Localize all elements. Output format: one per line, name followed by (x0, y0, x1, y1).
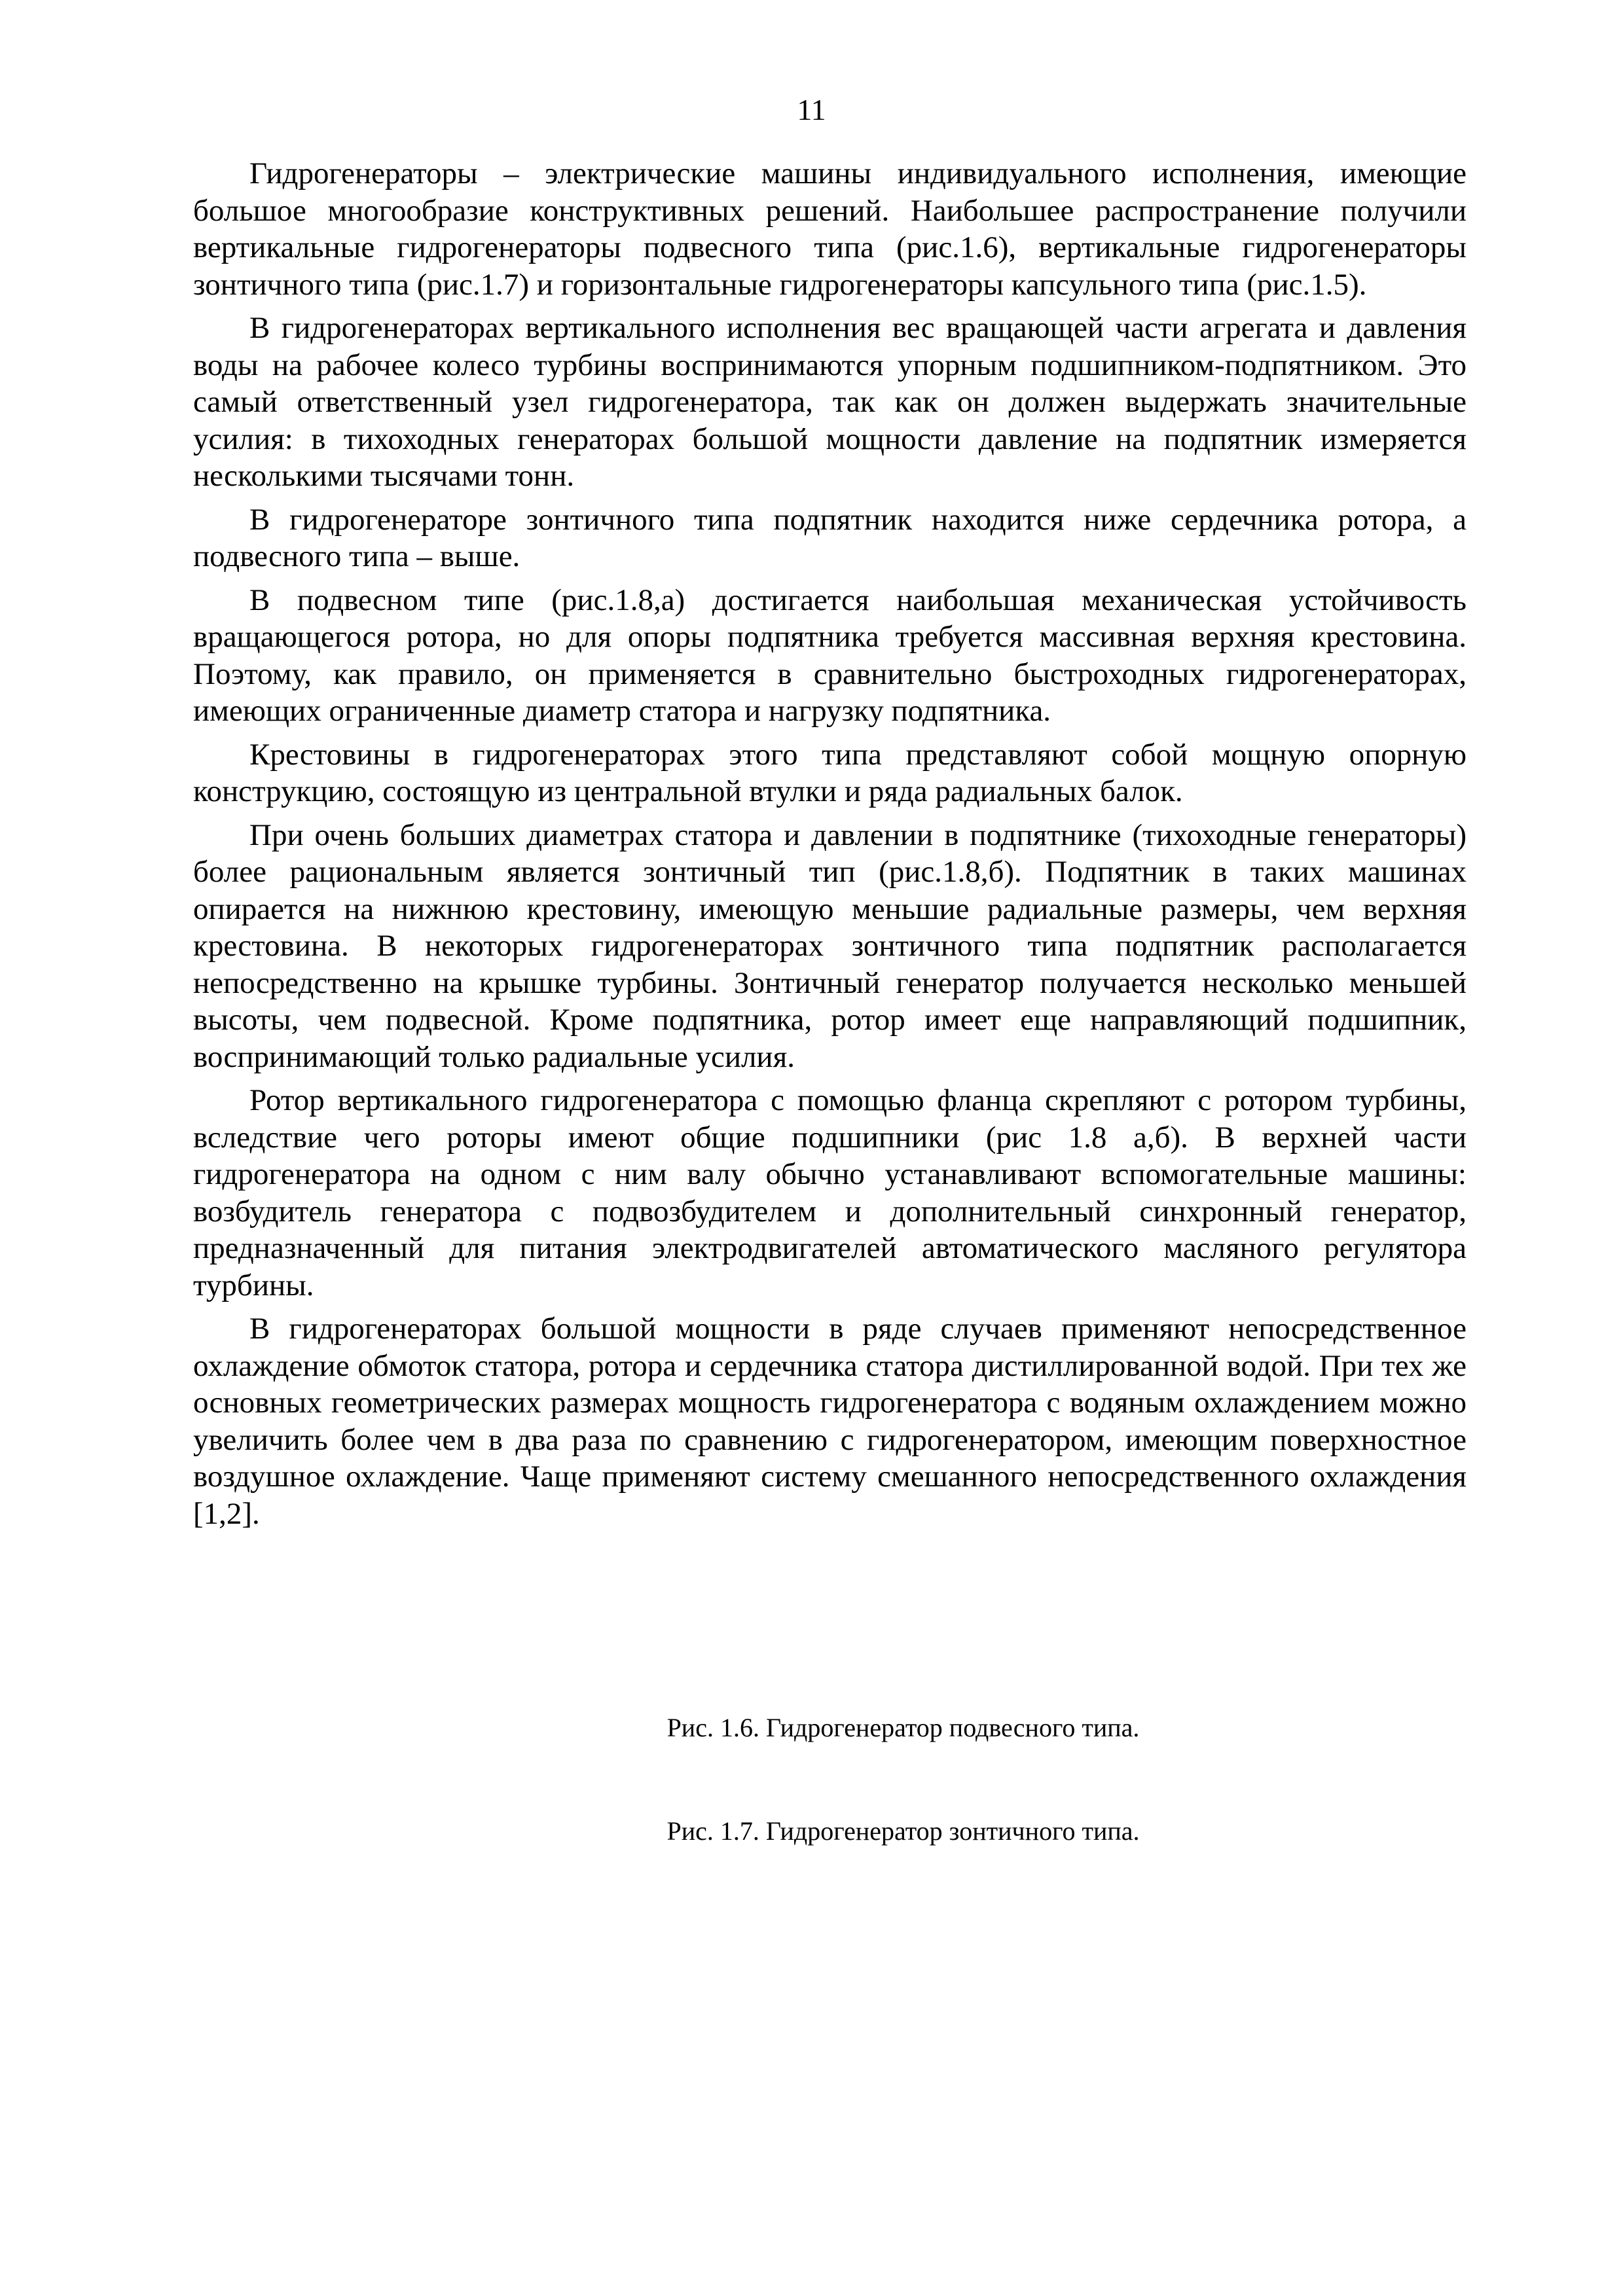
body-text (193, 155, 1467, 1539)
figure-caption-1-7: Рис. 1.7. Гидрогенератор зонтичного типа. (666, 1816, 1140, 1846)
paragraph-crosspieces: Крестовины в гидрогенераторах этого типа представляют собой мощную опорную конструкцию, состоящую из центральной втулки и ряда радиальных балок. (193, 737, 1467, 808)
paragraph-water-cooling: В гидрогенераторах большой мощности в ряде случаев применяют непосредственное охлаждение обмоток статора, ротора и сердечника статора дистиллированной водой. При тех же основных геометрических размерах мощность гидрогенератора с водяным охлаждением можно увеличить более чем в два раза по сравнению с гидрогенератором, имеющим поверхностное воздушное охлаждение. Чаще применяют систему смешанного непосредственного охлаждения [1,2]. (193, 1312, 1467, 1531)
paragraph-suspended-type: В подвесном типе (рис.1.8,а) достигается наибольшая механическая устойчивость вращающегося ротора, но для опоры подпятника требуется массивная верхняя крестовина. Поэтому, как правило, он применяется в сравнительно быстроходных гидрогенераторах, имеющих ограниченные диаметр статора и нагрузку подпятника. (193, 583, 1467, 728)
paragraph-umbrella-type: При очень больших диаметрах статора и давлении в подпятнике (тихоходные генераторы) более рациональным является зонтичный тип (рис.1.8,б). Подпятник в таких машинах опирается на нижнюю крестовину, имеющую меньшие радиальные размеры, чем верхняя крестовина. В некоторых гидрогенераторах зонтичного типа подпятник располагается непосредственно на крышке турбины. Зонтичный генератор получается несколько меньшей высоты, чем подвесной. Кроме подпятника, ротор имеет еще направляющий подшипник, воспринимающий только радиальные усилия. (193, 817, 1467, 1074)
paragraph-rotor-coupling: Ротор вертикального гидрогенератора с помощью фланца скрепляют с ротором турбины, вследствие чего роторы имеют общие подшипники (рис 1.8 а,б). В верхней части гидрогенератора на одном с ним валу обычно устанавливают вспомогательные машины: возбудитель генератора с подвозбудителем и дополнительный синхронный генератор, предназначенный для питания электродвигателей автоматического масляного регулятора турбины. (193, 1083, 1467, 1302)
paragraph-vertical-design: В гидрогенераторах вертикального исполнения вес вращающей части агрегата и давления воды на рабочее колесо турбины воспринимаются упорным подшипником-подпятником. Это самый ответственный узел гидрогенератора, так как он должен выдержать значительные усилия: в тихоходных генераторах большой мощности давление на подпятник измеряется несколькими тысячами тонн. (193, 311, 1467, 493)
figure-caption-1-6: Рис. 1.6. Гидрогенератор подвесного типа. (666, 1713, 1140, 1742)
paragraph-intro: Гидрогенераторы – электрические машины индивидуального исполнения, имеющие большое многообразие конструктивных решений. Наибольшее распространение получили вертикальные гидрогенераторы подвесного типа (рис.1.6), вертикальные гидрогенераторы зонтичного типа (рис.1.7) и горизонтальные гидрогенераторы капсульного типа (рис.1.5). (193, 156, 1467, 302)
page-number: 11 (797, 93, 826, 126)
paragraph-thrust-bearing-position: В гидрогенераторе зонтичного типа подпятник находится ниже сердечника ротора, а подвесного типа – выше. (193, 502, 1467, 573)
